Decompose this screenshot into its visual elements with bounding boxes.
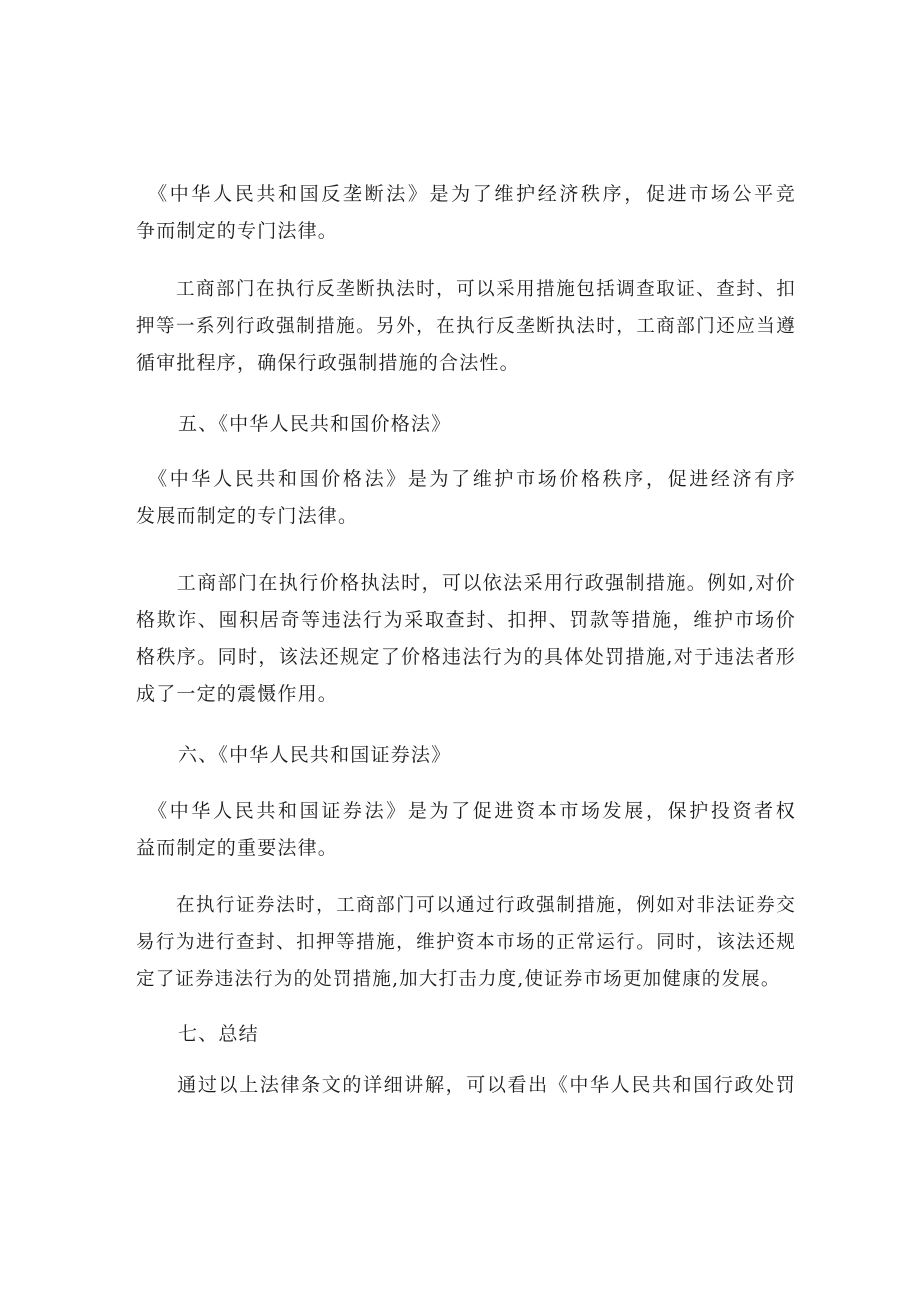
paragraph-antimonopoly-intro <box>136 176 796 250</box>
text-line: 格秩序。同时，该法还规定了价格违法行为的具体处罚措施,对于违法者形 <box>136 646 796 668</box>
paragraph-price-law-intro <box>136 461 796 535</box>
text-line: 争而制定的专门法律。 <box>136 220 339 242</box>
text-line: 在执行证券法时，工商部门可以通过行政强制措施，例如对非法证券交 <box>136 895 796 916</box>
text-line: 《中华人民共和国证券法》是为了促进资本市场发展，保护投资者权 <box>136 800 796 822</box>
text-line: 格欺诈、囤积居奇等违法行为采取查封、扣押、罚款等措施，维护市场价 <box>136 609 796 631</box>
text-line: 循审批程序，确保行政强制措施的合法性。 <box>136 352 520 374</box>
text-line: 《中华人民共和国价格法》是为了维护市场价格秩序，促进经济有序 <box>136 468 796 490</box>
text-line: 发展而制定的专门法律。 <box>136 505 359 527</box>
text-line: 工商部门在执行价格执法时，可以依法采用行政强制措施。例如,对价 <box>136 572 796 594</box>
text-line: 易行为进行查封、扣押等措施，维护资本市场的正常运行。同时，该法还规 <box>136 932 796 953</box>
paragraph-securities-law-intro <box>136 793 796 867</box>
text-line: 益而制定的重要法律。 <box>136 837 339 859</box>
section-heading-securities-law: 六、《中华人民共和国证券法》 <box>178 744 452 766</box>
text-line: 通过以上法律条文的详细讲解，可以看出《中华人民共和国行政处罚 <box>136 1074 796 1096</box>
text-line: 定了证券违法行为的处罚措施,加大打击力度,使证券市场更加健康的发展。 <box>136 969 781 990</box>
text-line: 《中华人民共和国反垄断法》是为了维护经济秩序，促进市场公平竞 <box>136 183 796 205</box>
paragraph-antimonopoly-enforcement <box>136 271 796 382</box>
paragraph-summary <box>136 1067 796 1104</box>
section-heading-price-law: 五、《中华人民共和国价格法》 <box>178 413 452 435</box>
section-heading-summary: 七、总结 <box>178 1023 259 1045</box>
text-line: 押等一系列行政强制措施。另外，在执行反垄断执法时，工商部门还应当遵 <box>136 316 796 337</box>
paragraph-price-law-enforcement <box>136 565 796 713</box>
paragraph-securities-law-enforcement <box>136 887 796 998</box>
text-line: 工商部门在执行反垄断执法时，可以采用措施包括调查取证、查封、扣 <box>136 279 796 300</box>
text-line: 成了一定的震慑作用。 <box>136 683 339 705</box>
